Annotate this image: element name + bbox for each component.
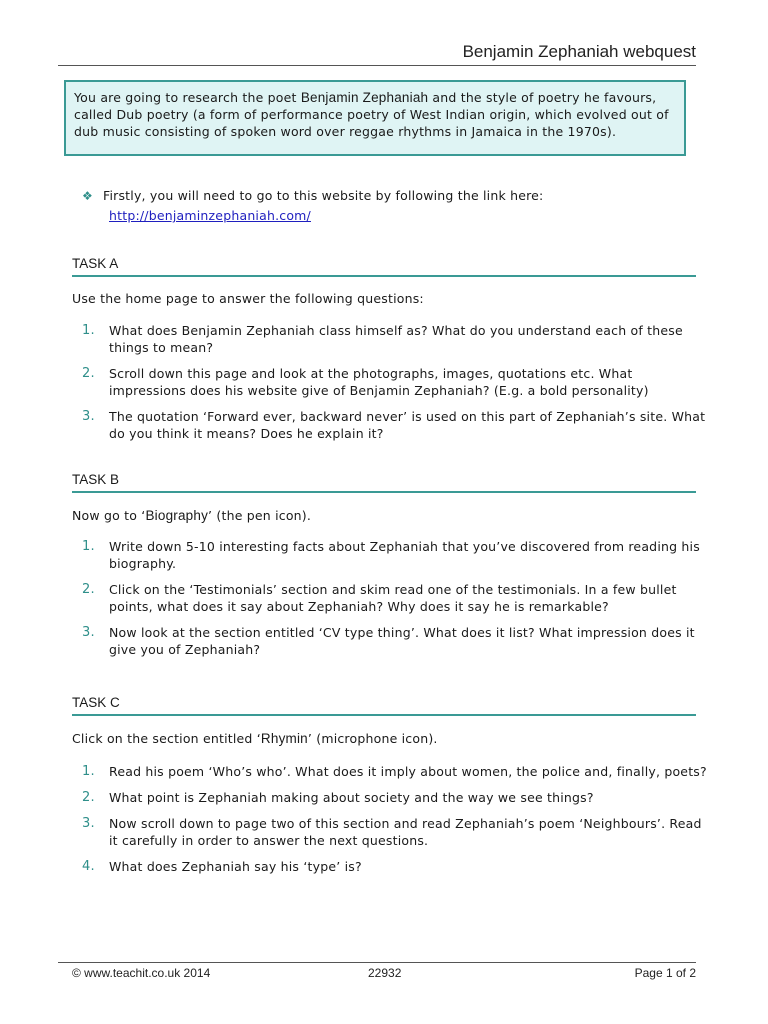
lead-text: Now go to ‘ bbox=[72, 508, 146, 523]
footer-code: 22932 bbox=[368, 966, 402, 980]
question-item bbox=[72, 763, 712, 780]
task-c-questions bbox=[72, 763, 712, 884]
question-text: Write down 5-10 interesting facts about Zephaniah that you’ve discovered from reading his biography. bbox=[109, 539, 700, 571]
intro-text-end: and the style of poetry he favours, called Dub poetry (a form of performance poetry of West Indian origin, which evolved out of dub music consisting of spoken word over reggae rhythms in Jamaica in the 1970s). bbox=[74, 90, 669, 139]
question-text: Now scroll down to page two of this section and read Zephaniah’s poem ‘Neighbours’. Read it carefully in order to answer the next questions. bbox=[109, 816, 702, 848]
question-item bbox=[72, 581, 712, 615]
question-number: 3. bbox=[82, 409, 95, 424]
task-b-divider bbox=[72, 491, 696, 493]
footer-divider bbox=[58, 962, 696, 963]
task-b-lead bbox=[72, 508, 311, 523]
question-number: 2. bbox=[82, 366, 95, 381]
lead-text-end: ’ (microphone icon). bbox=[307, 731, 438, 746]
task-c-divider bbox=[72, 714, 696, 716]
footer-copyright: © www.teachit.co.uk 2014 bbox=[72, 966, 211, 980]
question-number: 2. bbox=[82, 790, 95, 805]
lead-text: Click on the section entitled ‘ bbox=[72, 731, 261, 746]
task-a-lead bbox=[72, 291, 424, 306]
footer-page-number: Page 1 of 2 bbox=[634, 966, 696, 980]
task-a-divider bbox=[72, 275, 696, 277]
instruction-text: Firstly, you will need to go to this website by following the link here: bbox=[102, 188, 544, 203]
question-item bbox=[72, 815, 712, 849]
website-link[interactable]: http://benjaminzephaniah.com/ bbox=[109, 208, 311, 223]
lead-emphasis: Biography bbox=[145, 508, 209, 523]
lead-text: Use the home page to answer the following questions: bbox=[72, 291, 424, 306]
question-number: 3. bbox=[82, 816, 95, 831]
intro-box bbox=[64, 80, 686, 156]
poet-name: Benjamin Zephaniah bbox=[300, 90, 429, 105]
question-number: 4. bbox=[82, 859, 95, 874]
question-item bbox=[72, 858, 712, 875]
intro-text-start: You are going to research the poet bbox=[74, 90, 301, 105]
task-b-heading: TASK B bbox=[72, 472, 120, 487]
document-title: Benjamin Zephaniah webquest bbox=[462, 42, 696, 61]
question-number: 1. bbox=[82, 539, 95, 554]
task-c-lead bbox=[72, 731, 438, 746]
question-item bbox=[72, 624, 712, 658]
question-text: Scroll down this page and look at the photographs, images, quotations etc. What impressions does his website give of Benjamin Zephaniah? (E.g. a bold personality) bbox=[109, 366, 649, 398]
question-number: 2. bbox=[82, 582, 95, 597]
question-number: 1. bbox=[82, 323, 95, 338]
question-text: What does Benjamin Zephaniah class himself as? What do you understand each of these things to mean? bbox=[109, 323, 683, 355]
header-divider bbox=[58, 65, 696, 66]
question-item bbox=[72, 322, 712, 356]
question-item bbox=[72, 538, 712, 572]
question-number: 1. bbox=[82, 764, 95, 779]
lead-text-end: ’ (the pen icon). bbox=[208, 508, 312, 523]
task-a-heading: TASK A bbox=[72, 256, 119, 271]
task-a-questions bbox=[72, 322, 712, 451]
question-text: Read his poem ‘Who’s who’. What does it imply about women, the police and, finally, poets? bbox=[109, 764, 707, 779]
question-text: The quotation ‘Forward ever, backward never’ is used on this part of Zephaniah’s site. What do you think it means? Does he explain it? bbox=[109, 409, 706, 441]
question-number: 3. bbox=[82, 625, 95, 640]
website-instruction bbox=[82, 186, 543, 225]
question-item bbox=[72, 365, 712, 399]
question-text: Click on the ‘Testimonials’ section and skim read one of the testimonials. In a few bullet points, what does it say about Zephaniah? Why does it say he is remarkable? bbox=[109, 582, 677, 614]
question-item bbox=[72, 789, 712, 806]
question-text: What does Zephaniah say his ‘type’ is? bbox=[109, 859, 362, 874]
question-text: What point is Zephaniah making about society and the way we see things? bbox=[109, 790, 594, 805]
task-c-heading: TASK C bbox=[72, 695, 120, 710]
lead-emphasis: Rhymin bbox=[260, 731, 308, 746]
task-b-questions bbox=[72, 538, 712, 667]
question-item bbox=[72, 408, 712, 442]
question-text: Now look at the section entitled ‘CV type thing’. What does it list? What impression does it give you of Zephaniah? bbox=[109, 625, 695, 657]
diamond-bullet-icon: ❖ bbox=[82, 189, 93, 203]
